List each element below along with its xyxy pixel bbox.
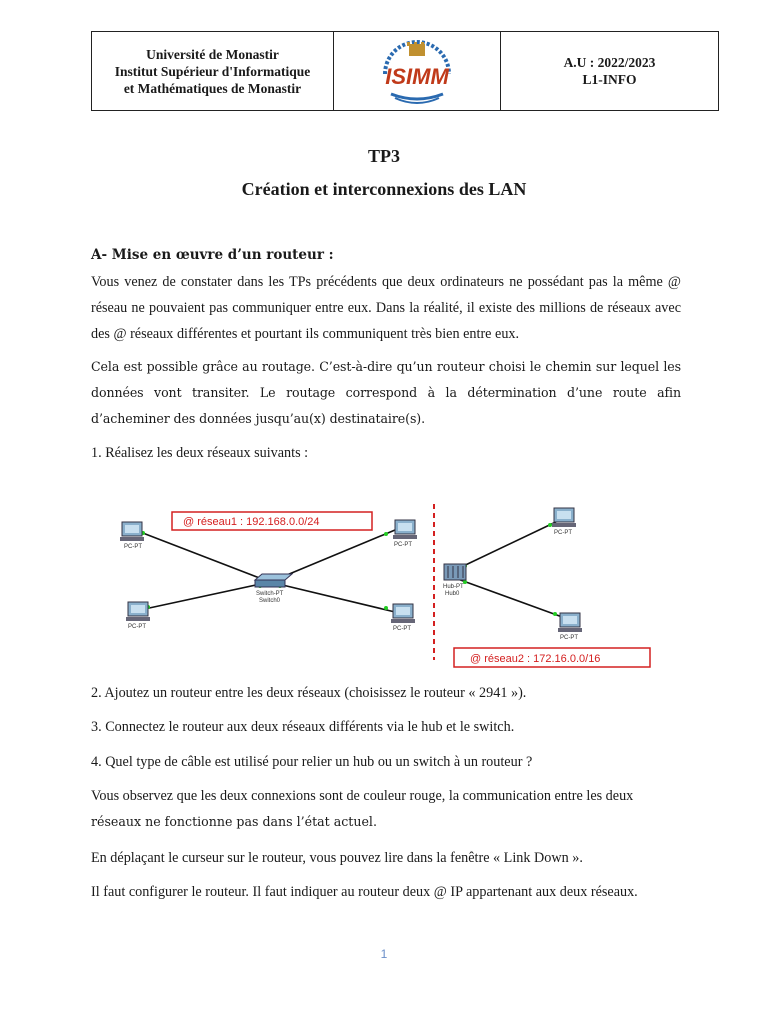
paragraph-observation — [91, 783, 681, 835]
observation-line-2: réseaux ne fonctionne pas dans l’état actuel. — [91, 814, 377, 829]
university-cell — [92, 32, 334, 110]
switch-label: Switch-PT — [256, 591, 284, 597]
reseau1-label: @ réseau1 : 192.168.0.0/24 — [183, 516, 320, 528]
page-number: 1 — [380, 947, 388, 961]
pc-icon — [126, 602, 150, 621]
pc-label: PC-PT — [124, 544, 142, 550]
pc-icon — [393, 520, 417, 539]
hub-name: Hub0 — [445, 591, 460, 597]
pc-label: PC-PT — [560, 635, 578, 641]
reseau2-label: @ réseau2 : 172.16.0.0/16 — [470, 653, 601, 665]
pc-label: PC-PT — [554, 530, 572, 536]
switch-name: Switch0 — [259, 598, 281, 604]
pc-icon — [552, 508, 576, 527]
page-title: TP3 — [367, 146, 400, 166]
step-1: 1. Réalisez les deux réseaux suivants : — [91, 445, 309, 461]
pc-icon — [120, 522, 144, 541]
academic-year: A.U : 2022/2023 — [563, 55, 656, 70]
year-cell — [501, 32, 718, 110]
paragraph-configure: Il faut configurer le routeur. Il faut indiquer au routeur deux @ IP appartenant aux deux réseaux. — [91, 884, 638, 900]
step-4: 4. Quel type de câble est utilisé pour relier un hub ou un switch à un routeur ? — [91, 754, 533, 770]
switch-icon — [255, 574, 292, 587]
paragraph-routing: Cela est possible grâce au routage. C’est-à-dire qu’un routeur choisi le chemin sur lequel les données vont transiter. Le routage correspond à la détermination d’une route afin d’acheminer des données jusqu’au(x) destinataire(s). — [91, 359, 681, 426]
step-2: 2. Ajoutez un routeur entre les deux réseaux (choisissez le routeur « 2941 »). — [91, 685, 527, 701]
pc-label: PC-PT — [128, 624, 146, 630]
pc-label: PC-PT — [394, 542, 412, 548]
institute-name-cont: et Mathématiques de Monastir — [123, 80, 302, 96]
pc-icon — [391, 604, 415, 623]
observation-line-1: Vous observez que les deux connexions sont de couleur rouge, la communication entre les deux — [91, 788, 634, 804]
paragraph-link-down: En déplaçant le curseur sur le routeur, vous pouvez lire dans la fenêtre « Link Down ». — [91, 850, 583, 866]
logo-cell — [334, 32, 501, 110]
hub-label: Hub-PT — [443, 584, 464, 590]
university-name: Université de Monastir — [146, 46, 279, 62]
network-diagram — [110, 500, 670, 670]
isimm-logo-icon — [377, 34, 457, 108]
svg-text:ISIMM: ISIMM — [385, 64, 449, 89]
class-level: L1-INFO — [582, 72, 637, 87]
page-subtitle: Création et interconnexions des LAN — [241, 179, 527, 199]
step-3: 3. Connectez le routeur aux deux réseaux différents via le hub et le switch. — [91, 719, 515, 735]
pc-icon — [558, 613, 582, 632]
hub-icon — [444, 564, 466, 580]
paragraph-intro: Vous venez de constater dans les TPs précédents que deux ordinateurs ne possédant pas la même @ réseau ne pouvaient pas communiquer entre eux. Dans la réalité, il existe des millions de réseaux avec des @ réseaux différentes et pourtant ils communiquent très bien entre eux. — [91, 274, 681, 342]
pc-label: PC-PT — [393, 626, 411, 632]
institute-name: Institut Supérieur d'Informatique — [114, 63, 311, 79]
section-heading: A- Mise en œuvre d’un routeur : — [91, 247, 334, 263]
header-table — [91, 31, 719, 111]
